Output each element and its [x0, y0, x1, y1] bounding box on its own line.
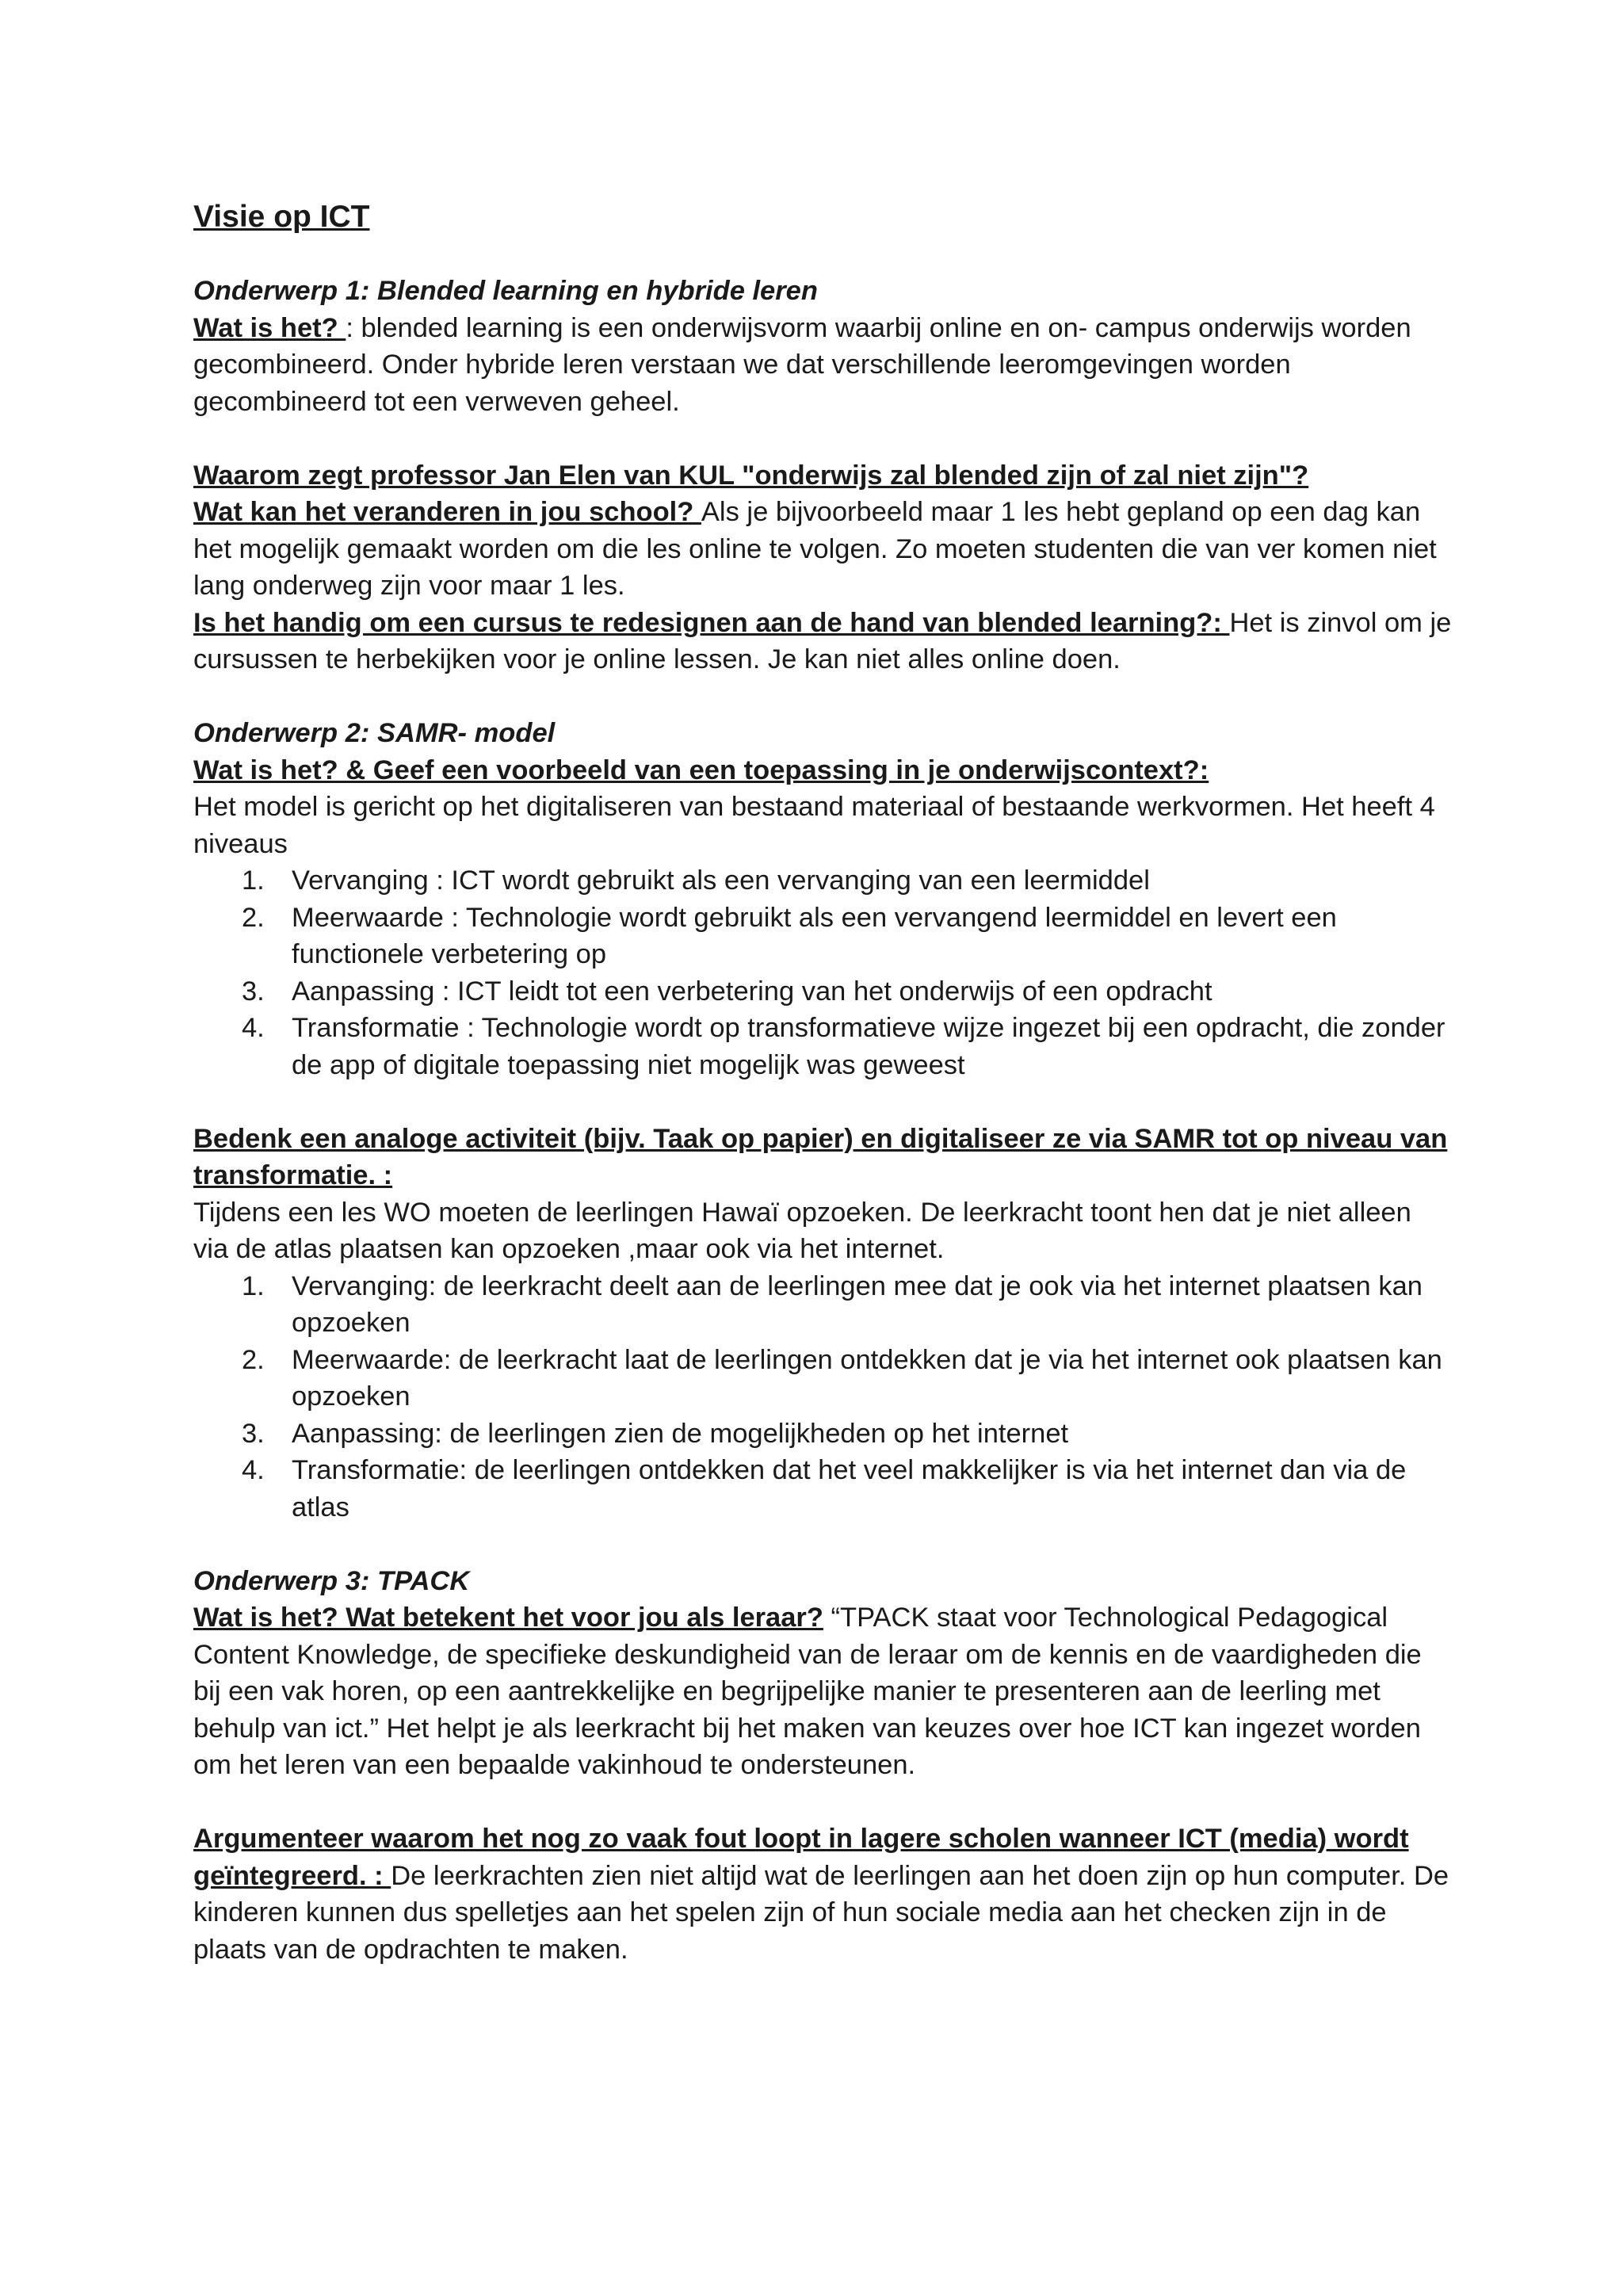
- list-number: 3.: [242, 976, 265, 1007]
- section1-question1: Wat is het?: [193, 312, 346, 343]
- document-page: [193, 195, 1453, 1968]
- list-item: [193, 973, 1453, 1010]
- list-text: Transformatie: de leerlingen ontdekken dat het veel makkelijker is via het internet dan via de atlas: [292, 1455, 1407, 1522]
- section3-answer1: “TPACK staat voor Technological Pedagogical Content Knowledge, de specifieke deskundigheid van de leraar om de kennis en de vaardigheden die bij een vak horen, op een aantrekkelijke en begrijpelijke manier te presenteren aan de leerling met behulp van ict.” Het helpt je als leerkracht bij het maken van keuzes over hoe ICT kan ingezet worden om het leren van een bepaalde vakinhoud te ondersteunen.: [193, 1603, 1422, 1780]
- list-item: [193, 1452, 1453, 1526]
- section1-question3: Wat kan het veranderen in jou school?: [193, 497, 701, 527]
- spacer: [193, 678, 1453, 716]
- section1-paragraph3: [193, 494, 1453, 605]
- section1-answer3: Als je bijvoorbeeld maar 1 les hebt gepland op een dag kan het mogelijk gemaakt worden om die les online te volgen. Zo moeten studenten die van ver komen niet lang onderweg zijn voor maar 1 les.: [193, 497, 1437, 601]
- list-text: Vervanging : ICT wordt gebruikt als een vervanging van een leermiddel: [292, 865, 1150, 896]
- section3-answer2: De leerkrachten zien niet altijd wat de leerlingen aan het doen zijn op hun computer. De kinderen kunnen dus spelletjes aan het spelen zijn of hun sociale media aan het checken zijn in de plaats van de opdrachten te maken.: [193, 1860, 1449, 1965]
- section1-heading: Onderwerp 1: Blended learning en hybride leren: [193, 276, 818, 306]
- section3-heading: Onderwerp 3: TPACK: [193, 1565, 470, 1596]
- spacer: [193, 1784, 1453, 1821]
- section3-paragraph2: [193, 1820, 1453, 1968]
- section1-answer4: Het is zinvol om je cursussen te herbekijken voor je online lessen. Je kan niet alles online doen.: [193, 607, 1452, 674]
- list-text: Meerwaarde : Technologie wordt gebruikt als een vervangend leermiddel en levert een functionele verbetering op: [292, 902, 1337, 969]
- list-number: 2.: [242, 1344, 265, 1375]
- spacer: [193, 1526, 1453, 1563]
- list-item: [193, 1415, 1453, 1453]
- list-text: Transformatie : Technologie wordt op transformatieve wijze ingezet bij een opdracht, die zonder de app of digitale toepassing niet mogelijk was geweest: [292, 1013, 1445, 1080]
- list-text: Vervanging: de leerkracht deelt aan de leerlingen mee dat je ook via het internet plaatsen kan opzoeken: [292, 1270, 1423, 1338]
- section2-question2: Bedenk een analoge activiteit (bijv. Taak op papier) en digitaliseer ze via SAMR tot op niveau van transformatie. :: [193, 1123, 1448, 1190]
- section1-paragraph4: [193, 605, 1453, 678]
- list-item: [193, 900, 1453, 973]
- section2-question1: Wat is het? & Geef een voorbeeld van een toepassing in je onderwijscontext?:: [193, 755, 1209, 785]
- list-item: [193, 1010, 1453, 1083]
- section1-question4: Is het handig om een cursus te redesignen aan de hand van blended learning?:: [193, 607, 1230, 638]
- list-item: [193, 1342, 1453, 1415]
- section1-paragraph2: [193, 457, 1453, 495]
- samr-steps-list: [193, 1268, 1453, 1526]
- list-number: 4.: [242, 1013, 265, 1043]
- spacer: [193, 1083, 1453, 1121]
- section2-answer2: Tijdens een les WO moeten de leerlingen Hawaï opzoeken. De leerkracht toont hen dat je niet alleen via de atlas plaatsen kan opzoeken ,maar ook via het internet.: [193, 1197, 1411, 1264]
- section1-answer1: : blended learning is een onderwijsvorm waarbij online en on- campus onderwijs worden gecombineerd. Onder hybride leren verstaan we dat verschillende leeromgevingen worden gecombineerd tot een verweven geheel.: [193, 312, 1411, 417]
- list-number: 4.: [242, 1455, 265, 1485]
- samr-levels-list: [193, 862, 1453, 1083]
- spacer: [193, 420, 1453, 457]
- list-text: Meerwaarde: de leerkracht laat de leerlingen ontdekken dat je via het internet ook plaatsen kan opzoeken: [292, 1344, 1442, 1412]
- section2-paragraph1: [193, 752, 1453, 789]
- section1-question2: Waarom zegt professor Jan Elen van KUL "onderwijs zal blended zijn of zal niet zijn"?: [193, 460, 1309, 491]
- section2-paragraph2: [193, 1121, 1453, 1194]
- list-number: 1.: [242, 1270, 265, 1301]
- list-number: 3.: [242, 1418, 265, 1449]
- section3-question1: Wat is het? Wat betekent het voor jou als leraar?: [193, 1603, 823, 1633]
- list-number: 2.: [242, 902, 265, 933]
- section2-heading: Onderwerp 2: SAMR- model: [193, 718, 556, 748]
- section1-paragraph1: [193, 310, 1453, 421]
- section3-question2: Argumenteer waarom het nog zo vaak fout loopt in lagere scholen wanneer ICT (media) wordt geïntegreerd. :: [193, 1824, 1409, 1891]
- list-number: 1.: [242, 865, 265, 896]
- list-item: [193, 1268, 1453, 1342]
- section3-paragraph1: [193, 1599, 1453, 1784]
- list-text: Aanpassing: de leerlingen zien de mogelijkheden op het internet: [292, 1418, 1069, 1449]
- section2-answer1: Het model is gericht op het digitaliseren van bestaand materiaal of bestaande werkvormen. Het heeft 4 niveaus: [193, 792, 1435, 859]
- list-item: [193, 862, 1453, 900]
- document-title: Visie op ICT: [193, 200, 370, 234]
- list-text: Aanpassing : ICT leidt tot een verbetering van het onderwijs of een opdracht: [292, 976, 1212, 1007]
